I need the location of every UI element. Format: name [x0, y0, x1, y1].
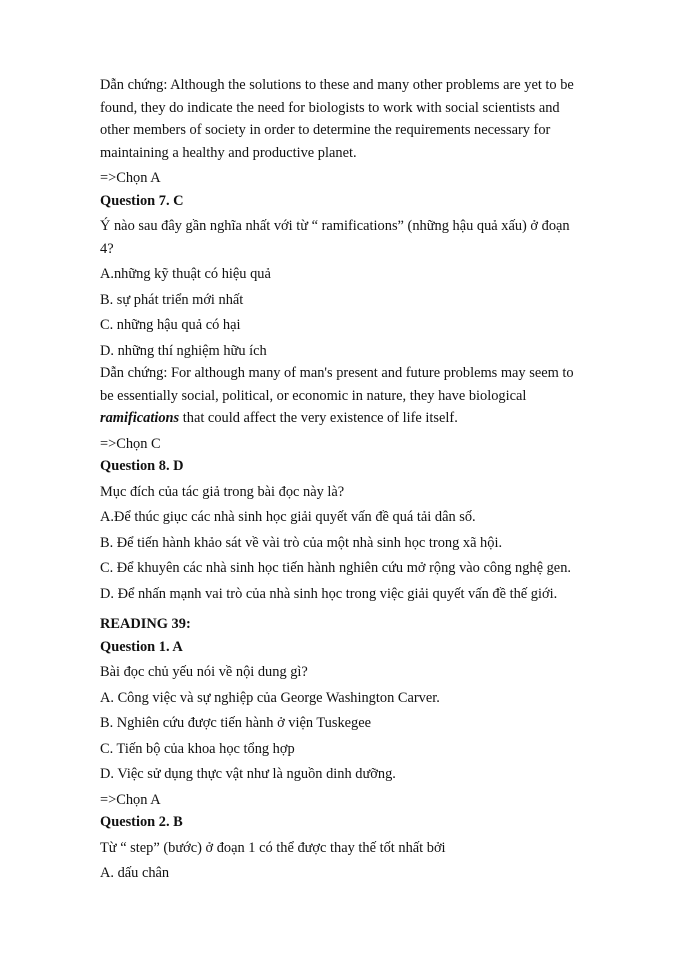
option-a: A. Công việc và sự nghiệp của George Washington Carver. — [100, 689, 440, 706]
question-heading: Question 7. C — [100, 192, 184, 209]
section-heading: READING 39: — [100, 616, 191, 632]
answer-line: =>Chọn C — [100, 435, 161, 452]
question-text: Ý nào sau đây gần nghĩa nhất với từ “ ramifications” (những hậu quả xấu) ở đoạn — [100, 218, 570, 234]
option-d: D. Để nhấn mạnh vai trò của nhà sinh học trong việc giải quyết vấn đề thế giới. — [100, 585, 558, 602]
option-a: A.Để thúc giục các nhà sinh học giải quyết vấn đề quá tải dân số. — [100, 509, 476, 525]
text-line: Dẫn chứng: For although many of man's present and future problems may seem to — [100, 365, 574, 381]
option-a: A.những kỹ thuật có hiệu quả — [100, 266, 271, 282]
text-line — [100, 407, 610, 430]
question-heading: Question 8. D — [100, 458, 184, 474]
option-b: B. sự phát triển mới nhất — [100, 291, 244, 308]
text-line: other members of society in order to determine the requirements necessary for — [100, 122, 551, 138]
option-c: C. những hậu quả có hại — [100, 317, 241, 333]
question-text: 4? — [100, 240, 114, 257]
option-b: B. Nghiên cứu được tiến hành ở viện Tuskegee — [100, 715, 372, 731]
question-text: Bài đọc chủ yếu nói về nội dung gì? — [100, 664, 308, 680]
option-c: C. Để khuyên các nhà sinh học tiến hành nghiên cứu mở rộng vào công nghệ gen. — [100, 560, 571, 576]
question-text: Mục đích của tác giả trong bài đọc này là? — [100, 483, 345, 500]
text-line: Dẫn chứng: Although the solutions to these and many other problems are yet to be — [100, 77, 574, 93]
text-span: that could affect the very existence of life itself. — [179, 410, 458, 426]
option-a: A. dấu chân — [100, 865, 170, 881]
emphasized-term: ramifications — [100, 410, 180, 426]
question-heading: Question 2. B — [100, 814, 183, 830]
evidence-paragraph — [100, 362, 610, 430]
text-line: maintaining a healthy and productive planet. — [100, 144, 357, 161]
option-b: B. Để tiến hành khảo sát về vài trò của một nhà sinh học trong xã hội. — [100, 534, 503, 551]
evidence-paragraph — [100, 74, 610, 164]
text-line: be essentially social, political, or economic in nature, they have biological — [100, 387, 527, 404]
option-d: D. Việc sử dụng thực vật như là nguồn dinh dưỡng. — [100, 766, 396, 782]
answer-line: =>Chọn A — [100, 791, 161, 808]
question-text: Từ “ step” (bước) ở đoạn 1 có thể được thay thế tốt nhất bởi — [100, 839, 446, 856]
option-d: D. những thí nghiệm hữu ích — [100, 342, 267, 359]
document-page — [100, 74, 610, 885]
answer-line: =>Chọn A — [100, 170, 161, 186]
question-heading: Question 1. A — [100, 638, 183, 655]
text-line: found, they do indicate the need for biologists to work with social scientists and — [100, 99, 560, 116]
option-c: C. Tiến bộ của khoa học tổng hợp — [100, 740, 295, 757]
